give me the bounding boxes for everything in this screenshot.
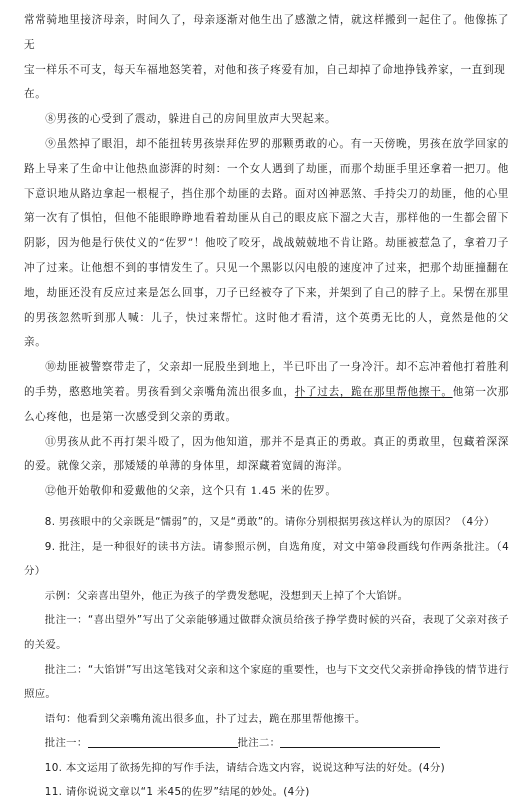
answer-lines [24,731,509,756]
annotation-example: 示例：父亲喜出望外，他正为孩子的学费发愁呢，没想到天上掉了个大馅饼。 [44,589,409,602]
annotation-note-1: 批注一：“喜出望外”写出了父亲能够通过做群众演员给孩子挣学费时候的兴奋，表现了父亲对孩子的关爱。 [24,614,509,651]
paragraph-10-text-after: 他第一次那么心疼他，也是第一次感受到父亲的勇敢。 [24,385,510,423]
reading-passage [24,8,509,504]
paragraph-8: ⑧男孩的心受到了震动，躲进自己的房间里放声大哭起来。 [45,113,337,126]
paragraph-10-text-before: ⑩劫匪被警察带走了，父亲却一屁股坐到地上，半已吓出了一身冷汗。却不忘冲着他打着胜利的手势，憨憨地笑着。男孩看到父亲嘴角流出很多血， [24,361,509,398]
passage-intro-line-1: 常常骑地里接济母亲，时间久了，母亲逐渐对他生出了感激之情，就这样搬到一起住了。他像拣了无 [24,14,509,51]
paragraph-11: ⑪男孩从此不再打架斗殴了，因为他知道，那并不是真正的勇敢。真正的勇敢里，包藏着深深的爱。就像父亲，那矮矮的单薄的身体里，却深藏着宽阔的海洋。 [24,435,509,473]
passage-intro-line-2: 宝一样乐不可支，每天车福地怒笑着，对他和孩子疼爱有加，自己却掉了命地挣钱养家，一直到现 [24,63,506,76]
passage-intro-line-3: 在。 [24,88,47,101]
paragraph-10 [24,355,509,429]
paragraph-9: ⑨虽然掉了眼泪，却不能扭转男孩崇拜佐罗的那颗勇敢的心。有一天傍晚，男孩在放学回家的路上导来了生命中让他热血澎湃的时刻：一个女人遇到了劫匪，而那个劫匪手里还拿着一把刀。他下意识地从路边拿起一根棍子，挡住那个劫匪的去路。面对凶神恶煞、手持尖刀的劫匪，他的心里第一次有了惧怕，但他不能眼睁睁地看着劫匪从自己的眼皮底下溜之大吉，那样他的一生都会留下阴影，因为他是行侠仗义的“佐罗”！他咬了咬牙，战战兢兢地不肯让路。劫匪被惹急了，拿着刀子冲了过来。让他想不到的事情发生了。只见一个黑影以闪电般的速度冲了过来，把那个劫匪撞翻在地，劫匪还没有反应过来是怎么回事，刀子已经被夺了下来，并架到了自己的脖子上。呆愣在那里的男孩忽然听到那人喊：儿子，快过来帮忙。这时他才看清，这个英勇无比的人，竟然是他的父亲。 [24,137,509,349]
target-sentence: 语句：他看到父亲嘴角流出很多血，扑了过去，跪在那里帮他擦干。 [44,712,366,725]
question-9: 9. 批注，是一种很好的读书方法。请参照示例，自选角度，对文中第⑩段画线句作两条批注。（4分） [24,540,509,578]
paragraph-12: ⑫他开始敬仰和爱戴他的父亲，这个只有 1.45 米的佐罗。 [45,485,337,498]
answer-blank-2[interactable] [280,735,440,748]
answer-label-2: 批注二： [237,737,281,750]
questions-section [24,510,509,805]
question-8: 8. 男孩眼中的父亲既是“懦弱”的，又是“勇敢”的。请你分别根据男孩这样认为的原因？（4分） [44,515,495,528]
question-11: 11. 请你说说文章以“1 米45的佐罗”结尾的妙处。(4分) [44,786,310,799]
paragraph-10-underlined-sentence: 扑了过去，跪在那里帮他擦干。 [294,385,453,398]
annotation-note-2: 批注二：“大馅饼”写出这笔钱对父亲和这个家庭的重要性，也与下文交代父亲拼命挣钱的情节进行照应。 [24,663,509,701]
answer-label-1: 批注一： [44,737,88,750]
answer-blank-1[interactable] [88,735,238,748]
question-10: 10. 本文运用了欲扬先抑的写作手法，请结合选文内容，说说这种写法的好处。(4分) [44,761,445,774]
